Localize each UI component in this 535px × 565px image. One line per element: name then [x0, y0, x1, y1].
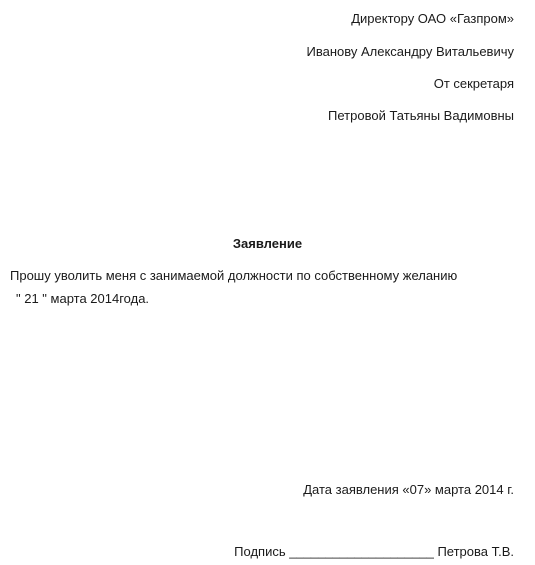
- body-text-line-2: " 21 " марта 2014года.: [16, 291, 150, 306]
- signature-line: Подпись ____________________ Петрова Т.В.: [234, 544, 514, 559]
- sender-name: Петровой Татьяны Вадимовны: [328, 108, 514, 123]
- document-title: Заявление: [232, 236, 303, 251]
- addressee-position: Директору ОАО «Газпром»: [351, 11, 514, 26]
- body-text-line-1: Прошу уволить меня с занимаемой должности по собственному желанию: [10, 268, 458, 283]
- application-date: Дата заявления «07» марта 2014 г.: [303, 482, 514, 497]
- addressee-name: Иванову Александру Витальевичу: [306, 44, 514, 59]
- sender-position: От секретаря: [433, 76, 514, 91]
